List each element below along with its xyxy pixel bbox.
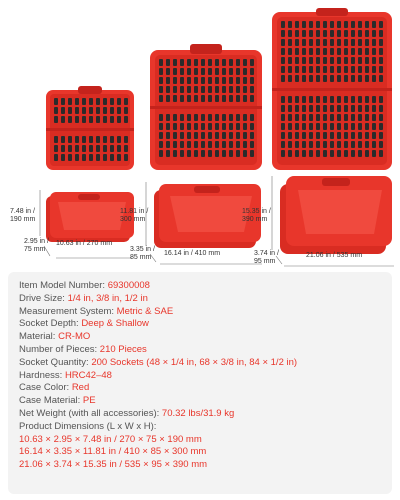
product-dimensions-medium: 16.14 × 3.35 × 11.81 in / 410 × 85 × 300 mm (19, 446, 207, 458)
spec-label: Measurement System: (19, 305, 117, 317)
product-dimensions-large: 21.06 × 3.74 × 15.35 in / 535 × 95 × 390 mm (19, 459, 208, 471)
spec-row (19, 331, 382, 344)
spec-label: Number of Pieces: (19, 343, 100, 355)
spec-label: Hardness: (19, 369, 65, 381)
spec-value: 210 Pieces (99, 343, 147, 355)
spec-value: Deep & Shallow (81, 318, 149, 330)
spec-value: 69300008 (107, 280, 150, 291)
spec-value: PE (82, 395, 96, 407)
spec-label: Socket Quantity: (19, 356, 92, 368)
spec-row (19, 382, 382, 395)
product-dimensions-label: Product Dimensions (L x W x H): (19, 420, 157, 432)
spec-value: Red (71, 382, 90, 394)
spec-row (19, 344, 382, 357)
spec-label: Net Weight (with all accessories): (19, 407, 162, 419)
large-width-label: 21.06 in / 535 mm (306, 252, 363, 259)
spec-row (19, 293, 382, 306)
spec-label: Socket Depth: (19, 318, 82, 330)
spec-value: 1/4 in, 3/8 in, 1/2 in (67, 292, 148, 304)
spec-row (19, 408, 382, 421)
large-height-label: 15.35 in / 390 mm (242, 208, 271, 223)
small-depth-label: 2.95 in / 75 mm (24, 238, 49, 253)
spec-row (19, 306, 382, 319)
spec-label: Material: (19, 331, 59, 343)
spec-value: CR-MO (58, 331, 91, 343)
spec-row (19, 357, 382, 370)
spec-label: Item Model Number: (19, 280, 108, 291)
spec-row (19, 280, 382, 293)
small-width-label: 10.63 in / 270 mm (56, 240, 113, 247)
spec-label: Case Material: (19, 395, 83, 407)
spec-value: 200 Sockets (48 × 1/4 in, 68 × 3/8 in, 84 × 1/2 in) (91, 356, 298, 368)
small-height-label: 7.48 in / 190 mm (10, 208, 36, 223)
spec-value: HRC42–48 (64, 369, 112, 381)
spec-value: Metric & SAE (116, 305, 174, 317)
medium-height-label: 11.81 in / 300 mm (120, 208, 149, 223)
spec-row (19, 370, 382, 383)
specifications-panel (8, 272, 392, 494)
medium-depth-label: 3.35 in / 85 mm (130, 246, 155, 261)
large-depth-label: 3.74 in / 95 mm (254, 250, 279, 265)
spec-value: 70.32 lbs/31.9 kg (161, 407, 235, 419)
medium-width-label: 16.14 in / 410 mm (164, 250, 221, 257)
spec-row (19, 318, 382, 331)
spec-row (19, 395, 382, 408)
spec-label: Case Color: (19, 382, 72, 394)
spec-label: Drive Size: (19, 292, 68, 304)
product-dimensions-small: 10.63 × 2.95 × 7.48 in / 270 × 75 × 190 mm (19, 433, 202, 445)
